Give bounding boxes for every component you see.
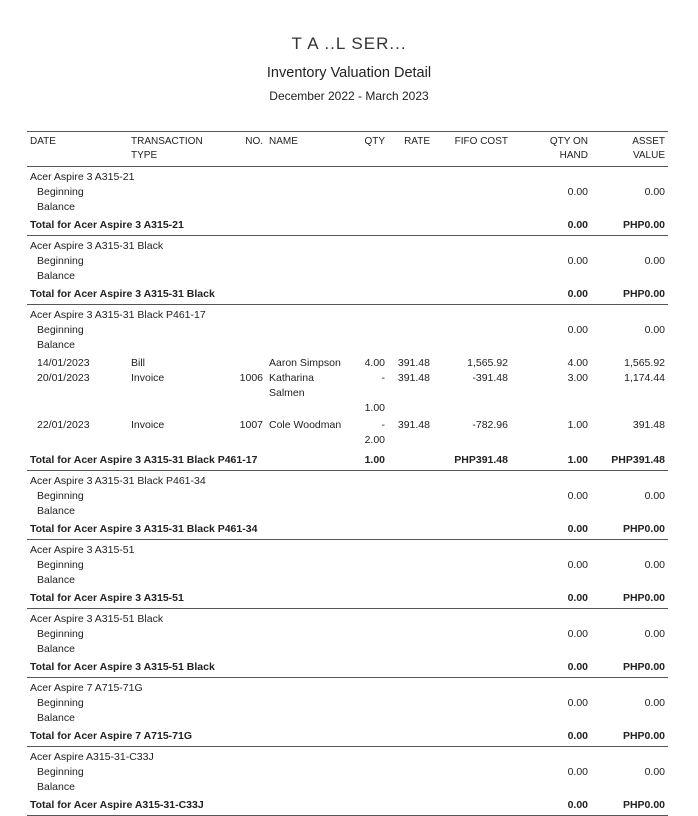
txn-asset: 1,174.44 bbox=[624, 372, 665, 384]
col-qty[interactable]: QTY bbox=[348, 132, 388, 167]
txn-name[interactable]: Aaron Simpson bbox=[269, 357, 341, 369]
txn-qty-value: 2.00 bbox=[364, 434, 385, 446]
balance-text: Balance bbox=[37, 505, 75, 517]
group-total-row bbox=[27, 519, 668, 540]
group-total-qoh: 0.00 bbox=[511, 215, 591, 236]
balance-text: Balance bbox=[37, 201, 75, 213]
group-total-qoh: 0.00 bbox=[511, 284, 591, 305]
txn-no[interactable]: 1006 bbox=[239, 372, 263, 384]
txn-no[interactable] bbox=[209, 353, 266, 371]
beginning-balance-row bbox=[27, 323, 668, 353]
beginning-text: Beginning bbox=[37, 559, 84, 571]
beginning-balance-row bbox=[27, 765, 668, 795]
col-asset-value[interactable] bbox=[591, 132, 668, 167]
group-row bbox=[27, 167, 668, 186]
group-total-asset: PHP0.00 bbox=[591, 795, 668, 816]
beginning-qoh: 0.00 bbox=[567, 255, 588, 267]
report-table-wrapper bbox=[27, 131, 668, 816]
group-total-row bbox=[27, 795, 668, 816]
txn-fifo: -782.96 bbox=[472, 419, 508, 431]
col-name[interactable]: NAME bbox=[266, 132, 348, 167]
group-row bbox=[27, 747, 668, 766]
txn-date: 14/01/2023 bbox=[37, 357, 90, 369]
txn-qty bbox=[348, 418, 388, 450]
col-fifo-cost[interactable]: FIFO COST bbox=[433, 132, 511, 167]
beginning-balance-label bbox=[27, 254, 128, 284]
txn-qty-sign: - bbox=[381, 419, 385, 431]
group-name: Acer Aspire 3 A315-21 bbox=[30, 171, 135, 183]
group-total-row bbox=[27, 726, 668, 747]
txn-rate: 391.48 bbox=[397, 419, 430, 431]
txn-fifo: 1,565.92 bbox=[467, 357, 508, 369]
beginning-balance-row bbox=[27, 489, 668, 519]
beginning-qoh: 0.00 bbox=[567, 490, 588, 502]
group-row bbox=[27, 540, 668, 559]
group-total-row bbox=[27, 284, 668, 305]
txn-qty-sign: - bbox=[381, 372, 385, 384]
group-total-asset: PHP0.00 bbox=[591, 588, 668, 609]
txn-date: 22/01/2023 bbox=[37, 419, 90, 431]
group-name: Acer Aspire 3 A315-51 bbox=[30, 544, 135, 556]
group-total-row bbox=[27, 588, 668, 609]
beginning-balance-row bbox=[27, 185, 668, 215]
group-row bbox=[27, 305, 668, 324]
group-total-row bbox=[27, 215, 668, 236]
beginning-asset: 0.00 bbox=[644, 766, 665, 778]
txn-rate: 391.48 bbox=[397, 372, 430, 384]
group-name: Acer Aspire 7 A715-71G bbox=[30, 682, 143, 694]
txn-name[interactable]: Cole Woodman bbox=[269, 419, 342, 431]
beginning-qoh: 0.00 bbox=[567, 324, 588, 336]
group-total-asset: PHP0.00 bbox=[591, 284, 668, 305]
txn-rate: 391.48 bbox=[397, 357, 430, 369]
beginning-qoh: 0.00 bbox=[567, 628, 588, 640]
group-total-label: Total for Acer Aspire 3 A315-31 Black P461-17 bbox=[27, 450, 348, 471]
txn-type[interactable]: Invoice bbox=[131, 372, 165, 384]
txn-qoh: 4.00 bbox=[567, 357, 588, 369]
beginning-asset: 0.00 bbox=[644, 697, 665, 709]
beginning-text: Beginning bbox=[37, 697, 84, 709]
beginning-text: Beginning bbox=[37, 255, 84, 267]
beginning-asset: 0.00 bbox=[644, 628, 665, 640]
group-total-label: Total for Acer Aspire 3 A315-21 bbox=[27, 215, 348, 236]
beginning-qoh: 0.00 bbox=[567, 766, 588, 778]
beginning-text: Beginning bbox=[37, 186, 84, 198]
transaction-row[interactable] bbox=[27, 418, 668, 450]
group-total-label: Total for Acer Aspire 7 A715-71G bbox=[27, 726, 348, 747]
txn-date: 20/01/2023 bbox=[37, 372, 90, 384]
col-qty-on-hand-l2: HAND bbox=[559, 150, 588, 161]
txn-qoh: 1.00 bbox=[567, 419, 588, 431]
beginning-balance-row bbox=[27, 254, 668, 284]
col-qty-on-hand[interactable] bbox=[511, 132, 591, 167]
group-total-qty: 1.00 bbox=[348, 450, 388, 471]
group-name: Acer Aspire A315-31-C33J bbox=[30, 751, 154, 763]
beginning-text: Beginning bbox=[37, 490, 84, 502]
group-total-label: Total for Acer Aspire 3 A315-31 Black bbox=[27, 284, 348, 305]
beginning-balance-label bbox=[27, 696, 128, 726]
group-total-label: Total for Acer Aspire A315-31-C33J bbox=[27, 795, 348, 816]
beginning-qoh: 0.00 bbox=[567, 697, 588, 709]
beginning-asset: 0.00 bbox=[644, 559, 665, 571]
txn-name-l2: Salmen bbox=[269, 387, 305, 399]
table-header-row bbox=[27, 132, 668, 167]
group-total-label: Total for Acer Aspire 3 A315-51 Black bbox=[27, 657, 348, 678]
txn-qoh: 3.00 bbox=[567, 372, 588, 384]
report-title: Inventory Valuation Detail bbox=[266, 65, 432, 81]
group-total-row bbox=[27, 657, 668, 678]
group-total-label: Total for Acer Aspire 3 A315-51 bbox=[27, 588, 348, 609]
beginning-balance-label bbox=[27, 323, 128, 353]
transaction-row[interactable] bbox=[27, 371, 668, 418]
col-asset-value-l2: VALUE bbox=[632, 150, 665, 161]
balance-text: Balance bbox=[37, 781, 75, 793]
balance-text: Balance bbox=[37, 643, 75, 655]
group-name: Acer Aspire 3 A315-51 Black bbox=[30, 613, 164, 625]
txn-name-l1: Katharina bbox=[269, 372, 314, 384]
col-transaction-type-l2: TYPE bbox=[131, 150, 158, 161]
txn-qty: 4.00 bbox=[364, 357, 385, 369]
beginning-balance-row bbox=[27, 558, 668, 588]
group-total-qoh: 0.00 bbox=[511, 519, 591, 540]
txn-type[interactable]: Bill bbox=[131, 357, 146, 369]
beginning-balance-label bbox=[27, 185, 128, 215]
beginning-qoh: 0.00 bbox=[567, 186, 588, 198]
col-transaction-type-l1: TRANSACTION bbox=[131, 136, 203, 147]
balance-text: Balance bbox=[37, 270, 75, 282]
group-total-asset: PHP0.00 bbox=[591, 215, 668, 236]
col-asset-value-l1: ASSET bbox=[632, 136, 665, 147]
beginning-text: Beginning bbox=[37, 766, 84, 778]
txn-qty bbox=[348, 371, 388, 418]
balance-text: Balance bbox=[37, 339, 75, 351]
beginning-balance-row bbox=[27, 696, 668, 726]
col-no[interactable]: NO. bbox=[209, 132, 266, 167]
beginning-asset: 0.00 bbox=[644, 255, 665, 267]
company-name: T A ..L SER... bbox=[291, 34, 407, 53]
group-total-qoh: 1.00 bbox=[511, 450, 591, 471]
group-total-qoh: 0.00 bbox=[511, 795, 591, 816]
beginning-balance-label bbox=[27, 765, 128, 795]
group-total-asset: PHP391.48 bbox=[591, 450, 668, 471]
group-total-qoh: 0.00 bbox=[511, 726, 591, 747]
group-total-qoh: 0.00 bbox=[511, 657, 591, 678]
group-row bbox=[27, 678, 668, 697]
col-qty-on-hand-l1: QTY ON bbox=[549, 136, 588, 147]
txn-name[interactable] bbox=[266, 371, 348, 418]
group-row bbox=[27, 471, 668, 490]
group-total-asset: PHP0.00 bbox=[591, 657, 668, 678]
group-name: Acer Aspire 3 A315-31 Black P461-34 bbox=[30, 475, 206, 487]
beginning-qoh: 0.00 bbox=[567, 559, 588, 571]
beginning-asset: 0.00 bbox=[644, 490, 665, 502]
txn-qty-value: 1.00 bbox=[364, 402, 385, 414]
beginning-balance-row bbox=[27, 627, 668, 657]
beginning-balance-label bbox=[27, 558, 128, 588]
group-row bbox=[27, 609, 668, 628]
beginning-text: Beginning bbox=[37, 324, 84, 336]
group-name: Acer Aspire 3 A315-31 Black bbox=[30, 240, 164, 252]
col-rate[interactable]: RATE bbox=[388, 132, 433, 167]
balance-text: Balance bbox=[37, 574, 75, 586]
col-transaction-type[interactable] bbox=[128, 132, 209, 167]
beginning-balance-label bbox=[27, 489, 128, 519]
txn-type[interactable]: Invoice bbox=[131, 419, 165, 431]
group-total-asset: PHP0.00 bbox=[591, 726, 668, 747]
txn-fifo: -391.48 bbox=[472, 372, 508, 384]
transaction-row[interactable] bbox=[27, 353, 668, 371]
beginning-asset: 0.00 bbox=[644, 186, 665, 198]
col-date[interactable]: DATE bbox=[27, 132, 128, 167]
txn-no[interactable]: 1007 bbox=[239, 419, 263, 431]
txn-asset: 391.48 bbox=[632, 419, 665, 431]
group-name: Acer Aspire 3 A315-31 Black P461-17 bbox=[30, 309, 206, 321]
group-total-label: Total for Acer Aspire 3 A315-31 Black P461-34 bbox=[27, 519, 348, 540]
beginning-asset: 0.00 bbox=[644, 324, 665, 336]
group-row bbox=[27, 236, 668, 255]
beginning-balance-label bbox=[27, 627, 128, 657]
group-total-qoh: 0.00 bbox=[511, 588, 591, 609]
group-total-fifo: PHP391.48 bbox=[433, 450, 511, 471]
beginning-text: Beginning bbox=[37, 628, 84, 640]
report-period: December 2022 - March 2023 bbox=[269, 89, 429, 103]
group-total-asset: PHP0.00 bbox=[591, 519, 668, 540]
inventory-valuation-table bbox=[27, 131, 668, 816]
group-total-row bbox=[27, 450, 668, 471]
balance-text: Balance bbox=[37, 712, 75, 724]
txn-asset: 1,565.92 bbox=[624, 357, 665, 369]
